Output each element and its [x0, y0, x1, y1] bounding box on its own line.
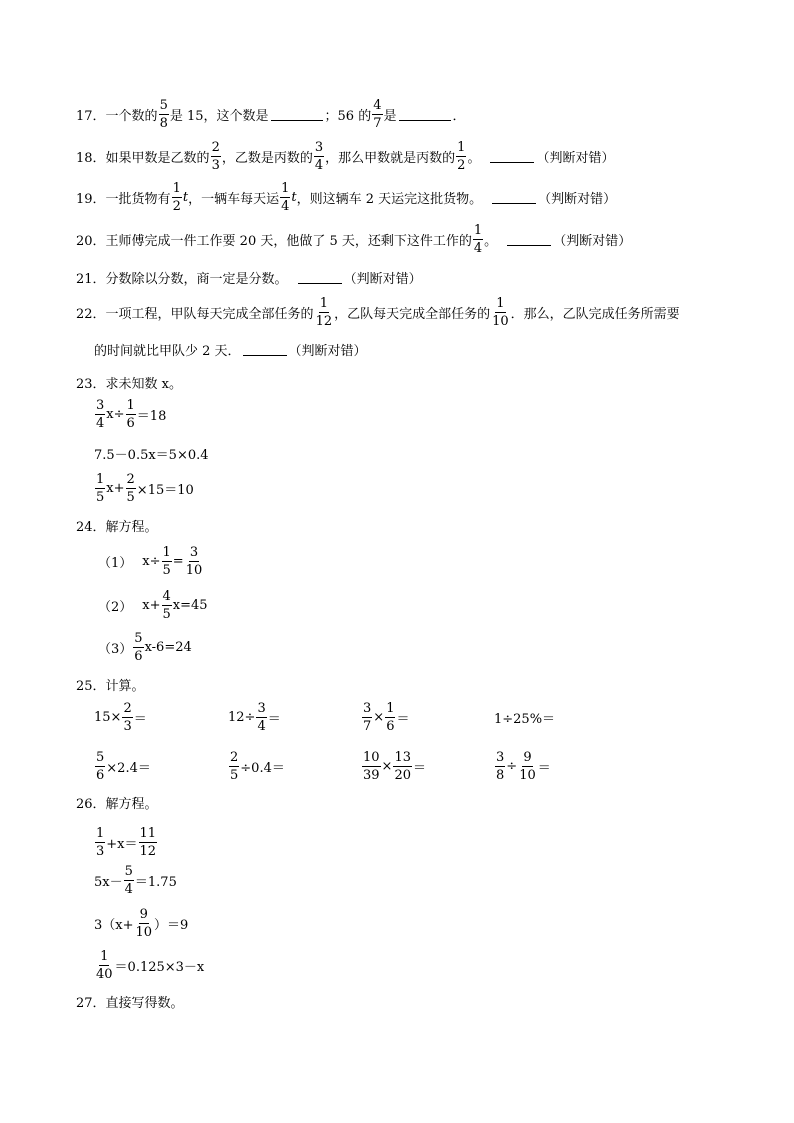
fraction: $\frac{2}{5}$ [230, 749, 239, 783]
fraction: $\frac{3}{10}$ [185, 544, 203, 578]
fraction: $\frac{3}{8}$ [496, 749, 505, 783]
answer-blank[interactable] [298, 271, 342, 284]
fraction: $\frac{1}{4}$ [281, 180, 290, 214]
fraction: $\frac{1}{3}$ [96, 825, 105, 859]
equation: $\frac{3}{4}$ x÷ $\frac{1}{6}$ ＝18 [96, 397, 167, 431]
question-22-line-2: 的时间就比甲队少 2 天． （判断对错） [94, 343, 367, 359]
equation: $\frac{1}{40}$ ＝0.125×3－x [96, 948, 205, 982]
calc-item: 1÷25%＝ [494, 711, 556, 727]
fraction: $\frac{1}{4}$ [473, 222, 483, 256]
fraction: $\frac{1}{2}$ [172, 180, 181, 214]
fraction: $\frac{10}{39}$ [363, 749, 380, 783]
fraction: $\frac{1}{12}$ [315, 295, 333, 329]
question-19: 19． 一批货物有 $\frac{1}{2}$ t ，一辆车每天运 $\frac{1}{4}$ t ，则这辆车 2 天运完这批货物。 （判断对错） [76, 180, 617, 214]
fraction: $\frac{1}{6}$ [126, 397, 135, 431]
question-27-title: 27．直接写得数。 [76, 995, 184, 1011]
question-25-title: 25．计算。 [76, 678, 145, 694]
question-23-title: 23．求未知数 x。 [76, 376, 183, 392]
equation: （2） x+ $\frac{4}{5}$ x=45 [98, 588, 208, 622]
fraction: $\frac{1}{10}$ [492, 295, 509, 329]
equation: $\frac{1}{5}$ x+ $\frac{2}{5}$ ×15＝10 [96, 471, 194, 505]
calc-item: $\frac{3}{7}$ × $\frac{1}{6}$ ＝ [363, 700, 410, 734]
calc-item: $\frac{5}{6}$ ×2.4＝ [96, 749, 151, 783]
fraction: $\frac{4}{5}$ [162, 588, 171, 622]
question-21: 21． 分数除以分数，商一定是分数。 （判断对错） [76, 271, 422, 287]
fraction: $\frac{11}{12}$ [139, 825, 157, 859]
answer-blank[interactable] [492, 191, 536, 204]
question-26-title: 26．解方程。 [76, 796, 158, 812]
equation: $\frac{1}{3}$ +x＝ $\frac{11}{12}$ [96, 825, 157, 859]
fraction: $\frac{9}{10}$ [519, 749, 536, 783]
fraction: $\frac{1}{6}$ [386, 700, 395, 734]
fraction: $\frac{1}{5}$ [162, 544, 171, 578]
fraction: $\frac{5}{6}$ [134, 630, 143, 664]
fraction: $\frac{3}{4}$ [96, 397, 105, 431]
answer-blank[interactable] [399, 108, 451, 121]
answer-blank[interactable] [490, 150, 534, 163]
equation: （3） $\frac{5}{6}$ x-6=24 [98, 630, 192, 664]
question-22: 22． 一项工程，甲队每天完成全部任务的 $\frac{1}{12}$ ，乙队每天完成全部任务的 $\frac{1}{10}$ ．那么，乙队完成任务所需要 [76, 295, 680, 329]
fraction: $\frac{3}{7}$ [363, 700, 372, 734]
question-17: 17． 一个数的 $\frac{5}{8}$ 是 15，这个数是 ；56 的 $\frac{4}{7}$ 是 ． [76, 97, 466, 131]
answer-blank[interactable] [271, 108, 323, 121]
fraction: $\frac{1}{5}$ [96, 471, 105, 505]
fraction: $\frac{4}{7}$ [373, 97, 382, 131]
fraction: $\frac{2}{3}$ [123, 700, 132, 734]
calc-item: 15× $\frac{2}{3}$ ＝ [94, 700, 147, 734]
fraction: $\frac{1}{40}$ [96, 948, 113, 982]
equation: 3（x+ $\frac{9}{10}$ ）＝9 [94, 906, 189, 940]
fraction: $\frac{2}{3}$ [211, 139, 220, 173]
fraction: $\frac{3}{4}$ [314, 139, 324, 173]
fraction: $\frac{5}{4}$ [124, 863, 133, 897]
fraction: $\frac{2}{5}$ [126, 471, 135, 505]
question-24-title: 24．解方程。 [76, 519, 158, 535]
equation: 7.5－0.5x＝5×0.4 [94, 447, 209, 463]
equation: （1） x÷ $\frac{1}{5}$ = $\frac{3}{10}$ [98, 544, 203, 578]
fraction: $\frac{5}{8}$ [159, 97, 168, 131]
answer-blank[interactable] [507, 233, 551, 246]
fraction: $\frac{3}{4}$ [257, 700, 266, 734]
fraction: $\frac{1}{2}$ [457, 139, 466, 173]
question-20: 20． 王师傅完成一件工作要 20 天，他做了 5 天，还剩下这件工作的 $\frac{1}{4}$ 。 （判断对错） [76, 222, 632, 256]
calc-item: $\frac{2}{5}$ ÷0.4＝ [230, 749, 285, 783]
equation: 5x－ $\frac{5}{4}$ ＝1.75 [94, 863, 177, 897]
calc-item: $\frac{10}{39}$ × $\frac{13}{20}$ ＝ [363, 749, 427, 783]
calc-item: $\frac{3}{8}$ ÷ $\frac{9}{10}$ ＝ [496, 749, 551, 783]
fraction: $\frac{13}{20}$ [394, 749, 411, 783]
question-18: 18． 如果甲数是乙数的 $\frac{2}{3}$ ，乙数是丙数的 $\frac{3}{4}$ ，那么甲数就是丙数的 $\frac{1}{2}$ 。 （判断对错） [76, 139, 615, 173]
fraction: $\frac{5}{6}$ [96, 749, 105, 783]
answer-blank[interactable] [243, 343, 287, 356]
fraction: $\frac{9}{10}$ [135, 906, 153, 940]
calc-item: 12÷ $\frac{3}{4}$ ＝ [228, 700, 281, 734]
